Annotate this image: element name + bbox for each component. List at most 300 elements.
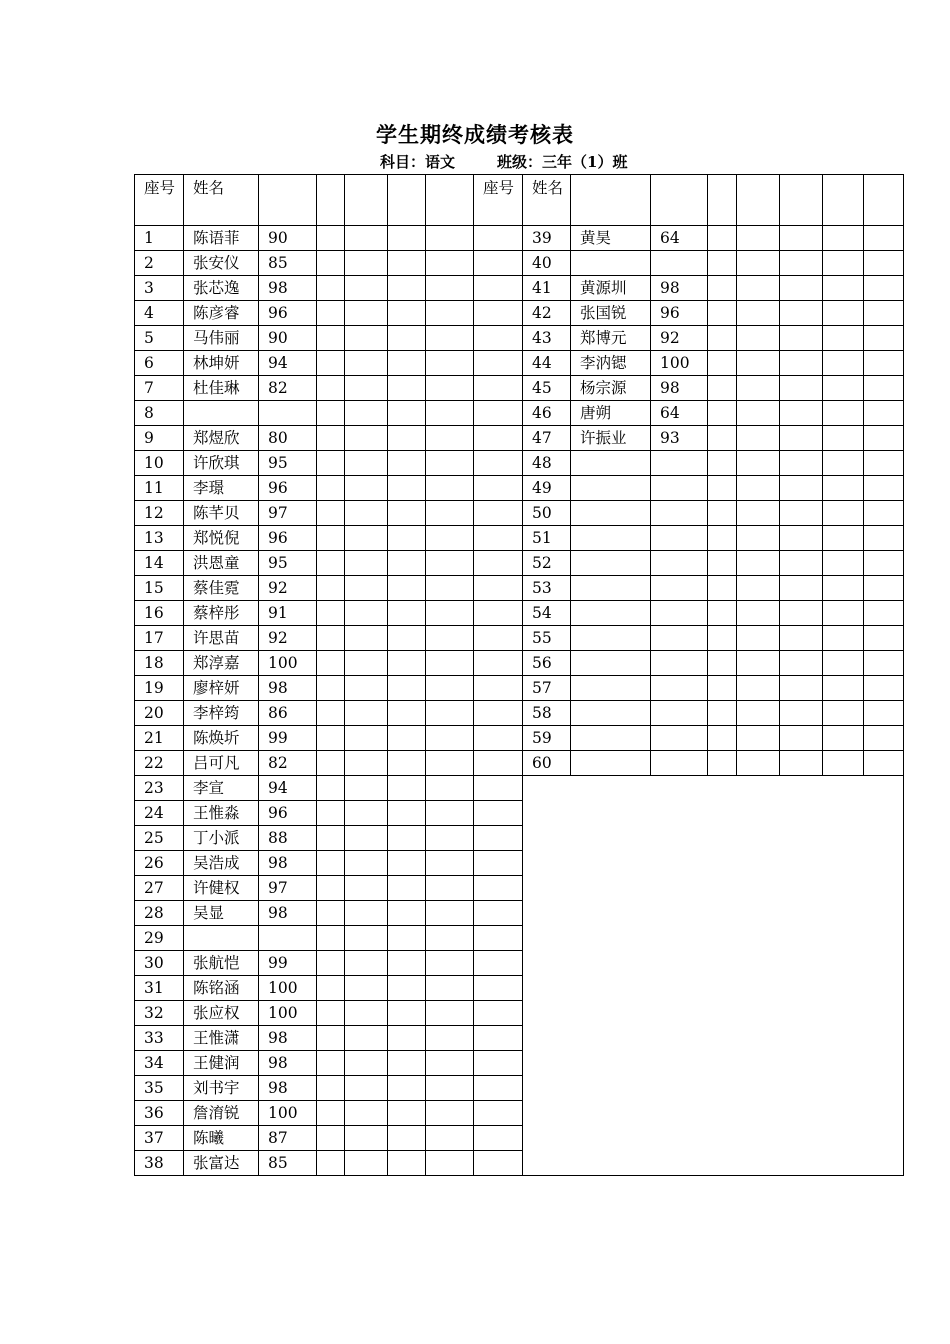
table-row xyxy=(135,426,904,451)
seat-cell: 19 xyxy=(135,676,184,701)
blank-cell xyxy=(426,926,474,951)
blank-cell xyxy=(864,351,904,376)
blank-header xyxy=(708,175,737,226)
blank-cell xyxy=(708,376,737,401)
seat-cell: 47 xyxy=(523,426,571,451)
blank-cell xyxy=(345,576,388,601)
blank-header xyxy=(737,175,780,226)
seat-cell: 18 xyxy=(135,651,184,676)
name-cell: 郑悦倪 xyxy=(184,526,259,551)
blank-cell xyxy=(474,751,523,776)
seat-cell: 16 xyxy=(135,601,184,626)
blank-cell xyxy=(864,451,904,476)
blank-cell xyxy=(426,751,474,776)
blank-cell xyxy=(426,551,474,576)
seat-cell: 31 xyxy=(135,976,184,1001)
blank-cell xyxy=(780,301,823,326)
score-cell: 97 xyxy=(259,501,317,526)
blank-cell xyxy=(317,1151,345,1176)
blank-cell xyxy=(474,926,523,951)
blank-cell xyxy=(426,1126,474,1151)
seat-cell: 20 xyxy=(135,701,184,726)
name-cell xyxy=(571,751,651,776)
score-cell: 92 xyxy=(259,626,317,651)
name-cell: 洪恩童 xyxy=(184,551,259,576)
seat-cell: 51 xyxy=(523,526,571,551)
blank-cell xyxy=(823,476,864,501)
blank-cell xyxy=(388,326,426,351)
score-cell xyxy=(651,251,708,276)
blank-header xyxy=(651,175,708,226)
blank-cell xyxy=(317,826,345,851)
blank-cell xyxy=(708,601,737,626)
blank-cell xyxy=(388,1001,426,1026)
blank-cell xyxy=(426,576,474,601)
seat-cell: 11 xyxy=(135,476,184,501)
blank-cell xyxy=(388,976,426,1001)
blank-cell xyxy=(474,226,523,251)
score-cell xyxy=(651,626,708,651)
score-cell: 87 xyxy=(259,1126,317,1151)
blank-cell xyxy=(474,976,523,1001)
blank-cell xyxy=(823,426,864,451)
grades-table xyxy=(134,174,904,1176)
blank-cell xyxy=(737,326,780,351)
name-cell: 李梓筠 xyxy=(184,701,259,726)
name-cell: 吴浩成 xyxy=(184,851,259,876)
blank-cell xyxy=(823,251,864,276)
seat-cell: 3 xyxy=(135,276,184,301)
score-cell: 82 xyxy=(259,751,317,776)
blank-cell xyxy=(317,1076,345,1101)
blank-cell xyxy=(780,376,823,401)
name-cell xyxy=(571,701,651,726)
blank-cell xyxy=(737,426,780,451)
name-cell: 蔡梓彤 xyxy=(184,601,259,626)
blank-cell xyxy=(474,951,523,976)
blank-cell xyxy=(708,251,737,276)
blank-cell xyxy=(426,426,474,451)
blank-cell xyxy=(317,851,345,876)
score-cell: 86 xyxy=(259,701,317,726)
table-row xyxy=(135,601,904,626)
blank-cell xyxy=(737,701,780,726)
blank-cell xyxy=(474,401,523,426)
blank-cell xyxy=(426,1051,474,1076)
blank-cell xyxy=(345,901,388,926)
score-cell: 97 xyxy=(259,876,317,901)
seat-cell: 7 xyxy=(135,376,184,401)
score-cell: 98 xyxy=(259,676,317,701)
blank-cell xyxy=(317,726,345,751)
seat-cell: 21 xyxy=(135,726,184,751)
name-cell: 陈芊贝 xyxy=(184,501,259,526)
blank-cell xyxy=(317,626,345,651)
blank-cell xyxy=(345,501,388,526)
blank-cell xyxy=(345,426,388,451)
blank-cell xyxy=(823,451,864,476)
blank-cell xyxy=(426,726,474,751)
blank-cell xyxy=(345,876,388,901)
name-cell xyxy=(571,726,651,751)
name-cell xyxy=(184,401,259,426)
blank-cell xyxy=(345,451,388,476)
score-cell: 96 xyxy=(651,301,708,326)
blank-cell xyxy=(345,651,388,676)
table-row xyxy=(135,451,904,476)
blank-cell xyxy=(780,401,823,426)
blank-cell xyxy=(474,651,523,676)
name-cell: 王惟淼 xyxy=(184,801,259,826)
grades-body xyxy=(135,175,904,1176)
blank-cell xyxy=(708,351,737,376)
blank-cell xyxy=(345,1101,388,1126)
blank-cell xyxy=(474,676,523,701)
table-row xyxy=(135,301,904,326)
seat-cell: 17 xyxy=(135,626,184,651)
blank-cell xyxy=(737,676,780,701)
name-cell: 廖梓妍 xyxy=(184,676,259,701)
blank-cell xyxy=(864,301,904,326)
blank-header xyxy=(259,175,317,226)
blank-cell xyxy=(823,626,864,651)
blank-cell xyxy=(426,951,474,976)
blank-cell xyxy=(708,726,737,751)
blank-cell xyxy=(426,826,474,851)
blank-cell xyxy=(474,376,523,401)
blank-cell xyxy=(388,951,426,976)
blank-cell xyxy=(474,1151,523,1176)
score-cell: 93 xyxy=(651,426,708,451)
blank-cell xyxy=(780,726,823,751)
blank-cell xyxy=(474,826,523,851)
seat-cell: 56 xyxy=(523,651,571,676)
blank-cell xyxy=(426,226,474,251)
blank-cell xyxy=(388,826,426,851)
blank-cell xyxy=(345,1076,388,1101)
score-cell xyxy=(651,651,708,676)
blank-cell xyxy=(426,526,474,551)
blank-cell xyxy=(780,226,823,251)
name-cell: 陈语菲 xyxy=(184,226,259,251)
seat-cell: 4 xyxy=(135,301,184,326)
blank-cell xyxy=(823,401,864,426)
blank-cell xyxy=(864,276,904,301)
table-row xyxy=(135,726,904,751)
name-cell: 张航恺 xyxy=(184,951,259,976)
blank-cell xyxy=(388,1126,426,1151)
blank-cell xyxy=(345,1151,388,1176)
blank-cell xyxy=(708,426,737,451)
name-cell: 张应权 xyxy=(184,1001,259,1026)
blank-cell xyxy=(780,576,823,601)
blank-cell xyxy=(317,601,345,626)
seat-cell: 55 xyxy=(523,626,571,651)
blank-cell xyxy=(388,676,426,701)
blank-header xyxy=(780,175,823,226)
blank-cell xyxy=(317,326,345,351)
score-cell: 88 xyxy=(259,826,317,851)
blank-cell xyxy=(426,251,474,276)
seat-cell: 23 xyxy=(135,776,184,801)
blank-cell xyxy=(737,276,780,301)
blank-cell xyxy=(780,551,823,576)
blank-cell xyxy=(388,276,426,301)
seat-cell: 30 xyxy=(135,951,184,976)
score-cell: 100 xyxy=(259,1101,317,1126)
blank-cell xyxy=(426,601,474,626)
blank-cell xyxy=(737,226,780,251)
blank-cell xyxy=(864,726,904,751)
score-cell: 98 xyxy=(651,376,708,401)
name-cell: 杜佳琳 xyxy=(184,376,259,401)
blank-cell xyxy=(780,326,823,351)
blank-cell xyxy=(317,876,345,901)
name-cell: 林坤妍 xyxy=(184,351,259,376)
blank-cell xyxy=(426,301,474,326)
blank-cell xyxy=(780,251,823,276)
score-cell: 80 xyxy=(259,426,317,451)
blank-cell xyxy=(864,751,904,776)
blank-cell xyxy=(345,226,388,251)
name-cell: 吕可凡 xyxy=(184,751,259,776)
blank-cell xyxy=(388,351,426,376)
seat-cell: 28 xyxy=(135,901,184,926)
blank-cell xyxy=(388,926,426,951)
blank-cell xyxy=(864,251,904,276)
name-cell: 许振业 xyxy=(571,426,651,451)
blank-cell xyxy=(388,751,426,776)
blank-cell xyxy=(864,526,904,551)
seat-cell: 5 xyxy=(135,326,184,351)
blank-cell xyxy=(708,701,737,726)
name-cell: 陈铭涵 xyxy=(184,976,259,1001)
name-cell xyxy=(571,526,651,551)
blank-cell xyxy=(345,376,388,401)
blank-cell xyxy=(426,626,474,651)
name-cell: 刘书宇 xyxy=(184,1076,259,1101)
blank-cell xyxy=(474,251,523,276)
blank-cell xyxy=(317,1126,345,1151)
blank-cell xyxy=(864,476,904,501)
blank-cell xyxy=(823,526,864,551)
blank-cell xyxy=(317,976,345,1001)
blank-cell xyxy=(317,651,345,676)
blank-cell xyxy=(864,651,904,676)
seat-cell: 43 xyxy=(523,326,571,351)
name-cell: 李宣 xyxy=(184,776,259,801)
seat-cell: 13 xyxy=(135,526,184,551)
blank-cell xyxy=(823,601,864,626)
table-row xyxy=(135,576,904,601)
blank-cell xyxy=(864,501,904,526)
blank-cell xyxy=(780,476,823,501)
score-cell: 94 xyxy=(259,776,317,801)
blank-cell xyxy=(317,526,345,551)
score-cell xyxy=(651,676,708,701)
score-cell: 99 xyxy=(259,726,317,751)
blank-cell xyxy=(474,326,523,351)
blank-cell xyxy=(780,426,823,451)
blank-cell xyxy=(474,1126,523,1151)
seat-cell: 26 xyxy=(135,851,184,876)
blank-cell xyxy=(317,801,345,826)
blank-cell xyxy=(317,501,345,526)
blank-cell xyxy=(317,426,345,451)
seat-cell: 6 xyxy=(135,351,184,376)
blank-cell xyxy=(474,626,523,651)
blank-cell xyxy=(317,676,345,701)
seat-cell: 36 xyxy=(135,1101,184,1126)
blank-cell xyxy=(426,701,474,726)
blank-cell xyxy=(780,601,823,626)
table-row xyxy=(135,351,904,376)
name-cell xyxy=(571,501,651,526)
blank-cell xyxy=(474,601,523,626)
table-row xyxy=(135,226,904,251)
seat-cell: 33 xyxy=(135,1026,184,1051)
seat-cell: 29 xyxy=(135,926,184,951)
blank-cell xyxy=(823,676,864,701)
seat-cell: 10 xyxy=(135,451,184,476)
score-cell: 99 xyxy=(259,951,317,976)
name-cell: 许健权 xyxy=(184,876,259,901)
blank-cell xyxy=(388,1151,426,1176)
name-cell: 黄昊 xyxy=(571,226,651,251)
blank-cell xyxy=(388,551,426,576)
blank-cell xyxy=(388,451,426,476)
blank-cell xyxy=(474,351,523,376)
blank-cell xyxy=(388,251,426,276)
seat-cell: 14 xyxy=(135,551,184,576)
blank-cell xyxy=(426,401,474,426)
seat-cell: 9 xyxy=(135,426,184,451)
blank-cell xyxy=(345,526,388,551)
score-cell: 98 xyxy=(259,1026,317,1051)
blank-cell xyxy=(474,1001,523,1026)
table-row xyxy=(135,701,904,726)
blank-cell xyxy=(708,626,737,651)
seat-cell: 60 xyxy=(523,751,571,776)
blank-cell xyxy=(708,751,737,776)
seat-cell: 32 xyxy=(135,1001,184,1026)
seat-cell: 22 xyxy=(135,751,184,776)
table-row xyxy=(135,276,904,301)
score-cell: 94 xyxy=(259,351,317,376)
score-cell xyxy=(651,551,708,576)
seat-cell: 2 xyxy=(135,251,184,276)
blank-cell xyxy=(388,601,426,626)
blank-cell xyxy=(864,326,904,351)
blank-cell xyxy=(864,376,904,401)
name-cell xyxy=(571,601,651,626)
blank-cell xyxy=(345,326,388,351)
blank-cell xyxy=(345,1051,388,1076)
seat-cell: 59 xyxy=(523,726,571,751)
name-cell: 王惟潇 xyxy=(184,1026,259,1051)
blank-cell xyxy=(345,476,388,501)
score-cell: 82 xyxy=(259,376,317,401)
blank-cell xyxy=(317,551,345,576)
blank-header xyxy=(317,175,345,226)
name-cell: 郑淳嘉 xyxy=(184,651,259,676)
blank-cell xyxy=(426,451,474,476)
score-cell: 98 xyxy=(259,1051,317,1076)
blank-cell xyxy=(737,526,780,551)
seat-cell: 49 xyxy=(523,476,571,501)
name-cell: 郑煜欣 xyxy=(184,426,259,451)
blank-cell xyxy=(780,501,823,526)
blank-cell xyxy=(474,576,523,601)
blank-cell xyxy=(737,651,780,676)
seat-cell: 45 xyxy=(523,376,571,401)
name-cell: 许欣琪 xyxy=(184,451,259,476)
score-cell: 98 xyxy=(651,276,708,301)
blank-cell xyxy=(388,876,426,901)
blank-cell xyxy=(474,501,523,526)
score-cell: 95 xyxy=(259,551,317,576)
name-cell: 陈曦 xyxy=(184,1126,259,1151)
seat-cell: 52 xyxy=(523,551,571,576)
blank-cell xyxy=(388,376,426,401)
score-cell: 96 xyxy=(259,476,317,501)
blank-cell xyxy=(426,376,474,401)
blank-cell xyxy=(780,701,823,726)
blank-cell xyxy=(864,426,904,451)
blank-cell xyxy=(708,401,737,426)
score-cell: 96 xyxy=(259,801,317,826)
blank-cell xyxy=(388,651,426,676)
blank-cell xyxy=(474,901,523,926)
seat-cell: 25 xyxy=(135,826,184,851)
name-cell: 马伟丽 xyxy=(184,326,259,351)
blank-cell xyxy=(345,1126,388,1151)
blank-cell xyxy=(708,576,737,601)
table-row xyxy=(135,326,904,351)
blank-cell xyxy=(345,826,388,851)
score-cell xyxy=(651,751,708,776)
blank-cell xyxy=(345,551,388,576)
score-cell: 98 xyxy=(259,851,317,876)
blank-cell xyxy=(737,501,780,526)
blank-cell xyxy=(426,276,474,301)
name-cell: 丁小派 xyxy=(184,826,259,851)
blank-cell xyxy=(317,251,345,276)
header-row xyxy=(135,175,904,226)
score-cell: 90 xyxy=(259,326,317,351)
blank-cell xyxy=(426,1101,474,1126)
blank-cell xyxy=(864,226,904,251)
seat-cell: 42 xyxy=(523,301,571,326)
blank-cell xyxy=(388,1101,426,1126)
blank-cell xyxy=(345,676,388,701)
blank-cell xyxy=(474,776,523,801)
blank-cell xyxy=(864,601,904,626)
blank-cell xyxy=(780,276,823,301)
blank-cell xyxy=(823,301,864,326)
blank-cell xyxy=(388,701,426,726)
blank-cell xyxy=(474,1101,523,1126)
score-cell: 64 xyxy=(651,401,708,426)
name-cell xyxy=(571,551,651,576)
page-title: 学生期终成绩考核表 xyxy=(376,122,574,147)
name-cell xyxy=(571,476,651,501)
name-cell: 王健润 xyxy=(184,1051,259,1076)
seat-cell: 58 xyxy=(523,701,571,726)
name-cell: 张国锐 xyxy=(571,301,651,326)
blank-cell xyxy=(864,701,904,726)
blank-cell xyxy=(426,326,474,351)
